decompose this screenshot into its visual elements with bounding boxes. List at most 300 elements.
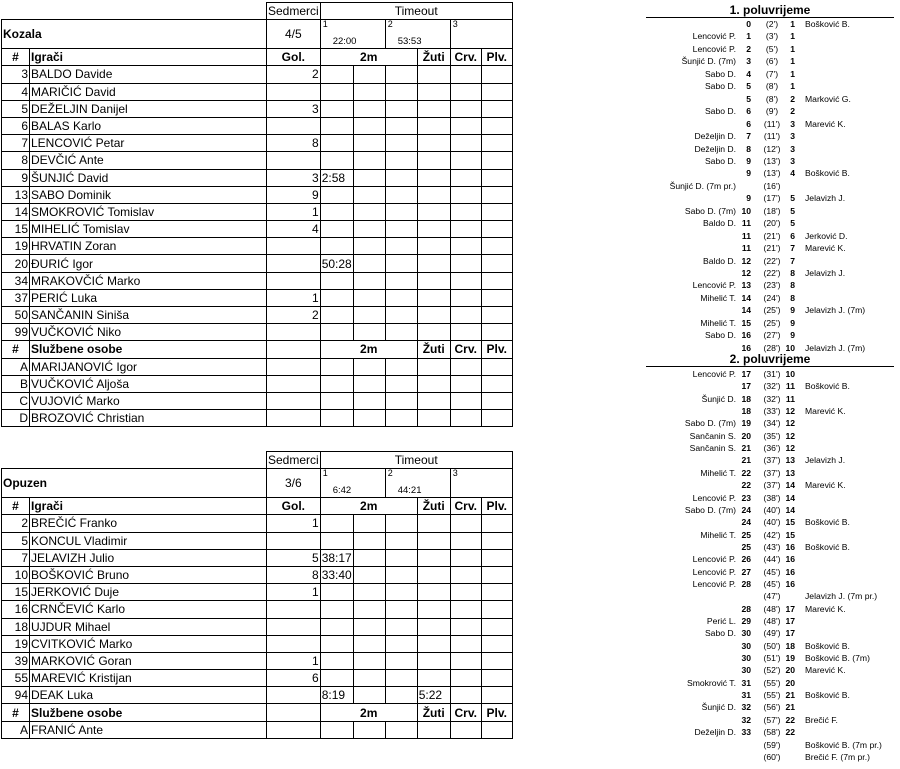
player-row: [2, 635, 544, 652]
player-blue: [481, 221, 512, 238]
official-row: [2, 358, 544, 375]
event-row: [646, 255, 894, 267]
event-row: [646, 701, 894, 713]
player-yellow: [417, 238, 450, 255]
player-two-min-3: [385, 66, 417, 83]
away-score: 3: [790, 131, 795, 142]
player-red: [450, 238, 481, 255]
away-scorer: Bošković B.: [805, 381, 850, 392]
home-scorer: Sančanin S.: [689, 430, 736, 441]
away-score: 14: [785, 504, 795, 515]
home-score: 4: [746, 68, 751, 79]
player-blue: [481, 255, 512, 272]
player-blue: [481, 289, 512, 306]
player-name: ŠUNJIĆ David: [30, 169, 267, 186]
player-blue: [481, 635, 512, 652]
player-goals: 1: [267, 289, 321, 306]
official-two-min-2: [353, 410, 385, 427]
away-score: 9: [790, 305, 795, 316]
official-two-min-2: [353, 375, 385, 392]
player-number: 4: [2, 83, 30, 100]
event-row: [646, 751, 894, 763]
minute: (45'): [763, 578, 781, 589]
event-row: [646, 217, 894, 229]
player-name: PERIĆ Luka: [30, 289, 267, 306]
col-yellow: Žuti: [417, 341, 450, 358]
officials-header-row: [2, 704, 544, 721]
minute: (34'): [763, 418, 781, 429]
home-scorer: Lencović P.: [692, 578, 736, 589]
home-score: 25: [741, 529, 751, 540]
official-two-min-2: [353, 358, 385, 375]
player-two-min-3: [385, 670, 417, 687]
minute: (9'): [765, 106, 779, 117]
away-score: 16: [785, 566, 795, 577]
officials-header-row: [2, 341, 544, 358]
player-two-min-2: [353, 584, 385, 601]
event-row: [646, 467, 894, 479]
half-title-1: 1. poluvrijeme: [646, 17, 894, 32]
away-score: 8: [790, 292, 795, 303]
col-red: Crv.: [450, 704, 481, 721]
col-yellow: Žuti: [417, 498, 450, 515]
official-yellow: [417, 375, 450, 392]
home-scorer: Perić L.: [706, 616, 736, 626]
home-score: 9: [746, 193, 751, 204]
player-goals: 1: [267, 584, 321, 601]
player-yellow: [417, 307, 450, 324]
official-two-min-3: [385, 392, 417, 409]
player-two-min-3: [385, 515, 417, 532]
home-score: 15: [741, 317, 751, 328]
player-red: [450, 652, 481, 669]
timeout-time: 44:21: [397, 485, 422, 497]
home-scorer: Lencović P.: [692, 369, 736, 379]
col-blue: Plv.: [481, 49, 512, 66]
player-goals: [267, 238, 321, 255]
player-number: 7: [2, 135, 30, 152]
away-score: 3: [790, 118, 795, 129]
player-goals: [267, 635, 321, 652]
home-score: 3: [746, 56, 751, 67]
player-name: SABO Dominik: [30, 186, 267, 203]
col-red: Crv.: [450, 498, 481, 515]
player-row: [2, 532, 544, 549]
player-blue: [481, 566, 512, 583]
player-number: 10: [2, 566, 30, 583]
home-score: 21: [741, 455, 751, 466]
away-score: 12: [785, 443, 795, 454]
event-row: [646, 405, 894, 417]
away-scorer: Jelavizh J.: [805, 193, 846, 204]
player-two-min-2: [353, 652, 385, 669]
player-name: BALDO Davide: [30, 66, 267, 83]
minute: (28'): [763, 342, 781, 353]
player-number: 20: [2, 255, 30, 272]
away-score: 1: [790, 19, 795, 29]
player-goals: [267, 255, 321, 272]
event-row: [646, 368, 894, 380]
minute: (52'): [763, 665, 781, 676]
home-score: 5: [746, 81, 751, 92]
player-blue: [481, 652, 512, 669]
player-number: 3: [2, 66, 30, 83]
player-two-min-2: [353, 221, 385, 238]
away-score: 9: [790, 317, 795, 328]
player-two-min-2: [353, 152, 385, 169]
official-red: [450, 392, 481, 409]
home-scorer: Sabo D. (7m): [684, 504, 736, 515]
player-number: 13: [2, 186, 30, 203]
home-scorer: Mihelić T.: [700, 529, 736, 540]
event-row: [646, 442, 894, 454]
player-number: 5: [2, 100, 30, 117]
home-score: 6: [746, 118, 751, 129]
minute: (3'): [765, 31, 779, 42]
player-two-min-2: [353, 687, 385, 704]
away-score: 8: [790, 280, 795, 291]
player-name: MIHELIĆ Tomislav: [30, 221, 267, 238]
player-row: [2, 584, 544, 601]
col-hash: #: [2, 341, 30, 358]
player-goals: [267, 687, 321, 704]
player-blue: [481, 324, 512, 341]
home-score: 20: [741, 430, 751, 441]
player-two-min-1: [320, 289, 353, 306]
home-scorer: Sabo D.: [704, 628, 736, 639]
player-two-min-1: [320, 307, 353, 324]
player-name: LENCOVIĆ Petar: [30, 135, 267, 152]
official-two-min-1: [320, 392, 353, 409]
away-score: 12: [785, 406, 795, 417]
col-yellow: Žuti: [417, 704, 450, 721]
player-red: [450, 687, 481, 704]
away-score: 21: [785, 702, 795, 713]
player-blue: [481, 601, 512, 618]
event-row: [646, 590, 894, 602]
player-number: 99: [2, 324, 30, 341]
player-two-min-2: [353, 289, 385, 306]
minute: (48'): [763, 616, 781, 626]
player-yellow: [417, 618, 450, 635]
player-two-min-2: [353, 618, 385, 635]
timeout-1: [320, 469, 385, 498]
away-scorer: Bošković B.: [805, 168, 850, 179]
player-yellow: [417, 549, 450, 566]
player-two-min-1: [320, 203, 353, 220]
player-number: 16: [2, 601, 30, 618]
away-scorer: Jelavizh J.: [805, 455, 846, 466]
player-name: DEVČIĆ Ante: [30, 152, 267, 169]
home-score: 16: [741, 342, 751, 353]
away-score: 16: [785, 554, 795, 565]
player-two-min-1: 8:19: [320, 687, 353, 704]
player-red: [450, 66, 481, 83]
away-score: 5: [790, 218, 795, 229]
away-score: 5: [790, 193, 795, 204]
player-red: [450, 272, 481, 289]
player-goals: [267, 152, 321, 169]
event-row: [646, 93, 894, 105]
home-scorer: Baldo D.: [703, 218, 736, 229]
player-row: [2, 687, 544, 704]
official-name: BROZOVIĆ Christian: [30, 410, 267, 427]
player-blue: [481, 135, 512, 152]
minute: (38'): [763, 492, 781, 503]
player-two-min-1: 2:58: [320, 169, 353, 186]
away-scorer: Marković G.: [805, 93, 851, 104]
minute: (25'): [763, 317, 781, 328]
player-name: BREČIĆ Franko: [30, 515, 267, 532]
minute: (42'): [763, 529, 781, 540]
away-scorer: Marević K.: [805, 665, 846, 676]
event-row: [646, 267, 894, 279]
official-two-min-1: [320, 358, 353, 375]
player-goals: 1: [267, 652, 321, 669]
player-row: [2, 652, 544, 669]
minute: (40'): [763, 517, 781, 528]
player-two-min-1: [320, 186, 353, 203]
player-red: [450, 169, 481, 186]
event-row: [646, 417, 894, 429]
col-red: Crv.: [450, 49, 481, 66]
player-two-min-2: [353, 307, 385, 324]
event-row: [646, 615, 894, 627]
player-name: CVITKOVIĆ Marko: [30, 635, 267, 652]
player-row: [2, 238, 544, 255]
away-score: 7: [790, 255, 795, 266]
away-score: 16: [785, 578, 795, 589]
home-scorer: Sabo D.: [704, 106, 736, 117]
col-goals: Gol.: [267, 498, 321, 515]
player-two-min-1: 50:28: [321, 256, 352, 271]
event-row: [646, 105, 894, 117]
player-red: [450, 635, 481, 652]
official-two-min-1: [320, 410, 353, 427]
away-score: 12: [785, 418, 795, 429]
col-two-min: 2m: [320, 498, 417, 515]
official-blue: [481, 392, 512, 409]
away-scorer: Brečić F. (7m pr.): [805, 751, 870, 762]
player-row: [2, 135, 544, 152]
official-row: [2, 410, 544, 427]
minute: (36'): [763, 443, 781, 454]
player-number: 39: [2, 652, 30, 669]
official-row: [2, 392, 544, 409]
home-scorer: Mihelić T.: [700, 292, 736, 303]
away-scorer: Bošković B. (7m): [805, 653, 870, 664]
minute: (49'): [763, 628, 781, 639]
minute: (11'): [763, 118, 781, 129]
home-scorer: Sabo D.: [704, 330, 736, 341]
player-two-min-3: [385, 186, 417, 203]
team-name: Opuzen: [2, 469, 267, 498]
home-score: 32: [741, 714, 751, 725]
player-row: [2, 324, 544, 341]
player-blue: [481, 186, 512, 203]
event-row: [646, 279, 894, 291]
player-two-min-2: [353, 670, 385, 687]
player-red: [450, 307, 481, 324]
timeout-number: 3: [452, 468, 458, 479]
player-two-min-2: [353, 135, 385, 152]
player-yellow: [417, 135, 450, 152]
player-row: [2, 221, 544, 238]
minute: (2'): [765, 19, 779, 29]
player-two-min-1: [320, 324, 353, 341]
home-score: 21: [741, 443, 751, 454]
player-two-min-1: [320, 238, 353, 255]
player-number: 7: [2, 549, 30, 566]
sedmerci-label: Sedmerci: [268, 453, 319, 468]
official-red: [450, 721, 481, 738]
player-red: [450, 566, 481, 583]
timeout-label: Timeout: [320, 452, 512, 469]
event-row: [646, 504, 894, 516]
event-row: [646, 180, 894, 192]
timeout-number: 1: [322, 468, 328, 479]
home-score: 29: [741, 616, 751, 626]
minute: (33'): [763, 406, 781, 417]
timeout-2: [385, 20, 450, 49]
player-two-min-3: [385, 203, 417, 220]
player-yellow: [417, 635, 450, 652]
home-score: 24: [741, 504, 751, 515]
player-red: [450, 152, 481, 169]
minute: (58'): [763, 727, 781, 738]
home-scorer: Lencović P.: [692, 43, 736, 54]
minute: (51'): [763, 653, 781, 664]
away-score: 10: [785, 369, 795, 379]
player-two-min-2: [353, 203, 385, 220]
away-score: 17: [785, 603, 795, 614]
home-score: 27: [741, 566, 751, 577]
player-two-min-1: [320, 670, 353, 687]
minute: (24'): [763, 292, 781, 303]
player-number: 18: [2, 618, 30, 635]
player-two-min-2: [353, 566, 385, 583]
away-scorer: Bošković B. (7m pr.): [805, 739, 882, 750]
player-red: [450, 515, 481, 532]
player-row: [2, 152, 544, 169]
official-blue: [481, 375, 512, 392]
player-red: [450, 221, 481, 238]
away-scorer: Bošković B.: [805, 19, 850, 29]
minute: (56'): [763, 702, 781, 713]
player-blue: [481, 670, 512, 687]
home-score: 5: [746, 93, 751, 104]
away-scorer: Marević K.: [805, 118, 846, 129]
team-name: Kozala: [2, 20, 267, 49]
players-header-row: [2, 498, 544, 515]
event-row: [646, 578, 894, 590]
player-number: 15: [2, 221, 30, 238]
header-labels-row: [2, 452, 544, 469]
player-number: 5: [2, 532, 30, 549]
away-score: 16: [785, 541, 795, 552]
col-goals: [267, 341, 321, 358]
player-two-min-2: [353, 549, 385, 566]
player-two-min-1: 33:40: [321, 568, 352, 583]
event-row: [646, 43, 894, 55]
away-score: 21: [785, 690, 795, 701]
timeout-1: [320, 20, 385, 49]
event-row: [646, 714, 894, 726]
player-goals: 8: [267, 135, 321, 152]
home-scorer: Sabo D. (7m): [684, 418, 736, 429]
event-row: [646, 167, 894, 179]
player-goals: 2: [267, 66, 321, 83]
minute: (37'): [763, 480, 781, 491]
event-row: [646, 492, 894, 504]
player-row: [2, 670, 544, 687]
player-name: BALAS Karlo: [30, 117, 267, 134]
player-two-min-3: [385, 152, 417, 169]
event-row: [646, 130, 894, 142]
minute: (40'): [763, 504, 781, 515]
player-blue: [481, 515, 512, 532]
home-score: 30: [741, 628, 751, 639]
player-row: [2, 601, 544, 618]
official-two-min-3: [385, 721, 417, 738]
team-sheet-home: [1, 2, 544, 427]
player-blue: [481, 100, 512, 117]
home-scorer: Sančanin S.: [689, 443, 736, 454]
player-two-min-3: [385, 618, 417, 635]
player-two-min-3: [385, 635, 417, 652]
player-two-min-2: [353, 117, 385, 134]
home-score: 26: [741, 554, 751, 565]
home-scorer: Lencović P.: [692, 280, 736, 291]
player-row: [2, 549, 544, 566]
minute: (25'): [763, 305, 781, 316]
player-two-min-1: [320, 221, 353, 238]
away-scorer: Marević K.: [805, 406, 846, 417]
minute: (43'): [763, 541, 781, 552]
away-score: 9: [790, 330, 795, 341]
player-two-min-2: [353, 635, 385, 652]
player-name: SMOKROVIĆ Tomislav: [30, 203, 267, 220]
player-yellow: [417, 272, 450, 289]
player-name: MRAKOVČIĆ Marko: [30, 272, 267, 289]
player-name: MAREVIĆ Kristijan: [30, 670, 267, 687]
home-score: 14: [741, 305, 751, 316]
official-letter: C: [2, 392, 30, 409]
event-row: [646, 230, 894, 242]
player-two-min-3: [385, 601, 417, 618]
away-scorer: Bošković B.: [805, 517, 850, 528]
player-two-min-1: [320, 117, 353, 134]
player-blue: [481, 272, 512, 289]
player-row: [2, 203, 544, 220]
away-score: 13: [785, 467, 795, 478]
home-scorer: Lencović P.: [692, 31, 736, 42]
away-scorer: Jelavizh J.: [805, 268, 846, 278]
official-blank: [267, 410, 321, 427]
official-two-min-1: [320, 375, 353, 392]
player-number: 37: [2, 289, 30, 306]
timeout-time: 22:00: [332, 36, 357, 48]
player-goals: 1: [267, 515, 321, 532]
away-scorer: Marević K.: [805, 243, 846, 254]
minute: (47'): [763, 591, 781, 602]
player-goals: 8: [267, 566, 321, 583]
event-row: [646, 393, 894, 405]
player-two-min-1: [320, 652, 353, 669]
home-score: 18: [741, 393, 751, 404]
player-yellow: [417, 566, 450, 583]
official-red: [450, 375, 481, 392]
